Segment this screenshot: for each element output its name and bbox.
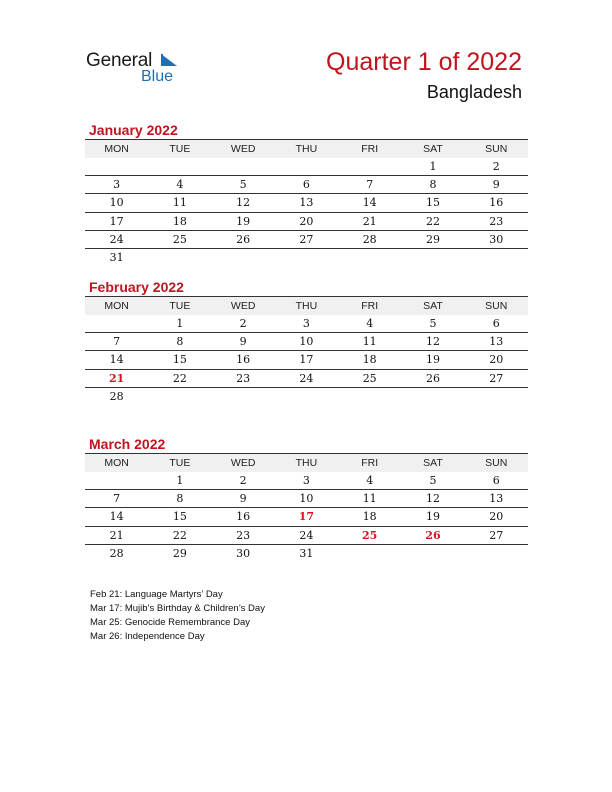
day-cell: 16 xyxy=(236,353,251,367)
day-cell: 20 xyxy=(299,214,314,228)
day-cell: 1 xyxy=(176,474,184,487)
day-cell: 1 xyxy=(176,317,184,330)
month-grid xyxy=(85,453,528,562)
weekday-label: WED xyxy=(230,300,256,312)
week-row xyxy=(85,527,528,545)
day-cell xyxy=(465,545,528,562)
day-cell: 18 xyxy=(362,510,377,524)
day-cell: 12 xyxy=(425,492,440,506)
week-row xyxy=(85,333,528,351)
day-cell: 30 xyxy=(489,232,504,246)
day-cell: 25 xyxy=(362,371,377,385)
day-cell: 2 xyxy=(492,160,500,173)
day-cell: 17 xyxy=(109,214,124,228)
weekday-header xyxy=(85,453,528,472)
day-cell: 29 xyxy=(172,546,187,560)
day-cell: 1 xyxy=(429,160,437,173)
month-title: March 2022 xyxy=(89,436,166,452)
day-cell: 25 xyxy=(172,232,187,246)
day-cell: 22 xyxy=(172,371,187,385)
day-cell: 3 xyxy=(302,474,310,487)
day-cell: 5 xyxy=(429,317,437,330)
day-cell: 9 xyxy=(492,178,500,192)
day-cell: 11 xyxy=(362,335,377,349)
week-row xyxy=(85,315,528,333)
day-cell: 2 xyxy=(239,317,247,330)
day-cell: 21 xyxy=(109,528,124,542)
day-cell: 10 xyxy=(299,492,314,506)
day-cell xyxy=(212,158,275,175)
day-cell: 5 xyxy=(239,178,247,192)
day-cell xyxy=(212,388,275,405)
day-cell: 10 xyxy=(109,196,124,210)
month-title: January 2022 xyxy=(89,122,178,138)
day-cell: 20 xyxy=(489,510,504,524)
day-cell: 5 xyxy=(429,474,437,487)
day-cell xyxy=(85,315,148,332)
weekday-label: SAT xyxy=(423,143,443,155)
day-cell: 19 xyxy=(236,214,251,228)
day-cell: 10 xyxy=(299,335,314,349)
month-block xyxy=(85,122,528,266)
day-cell xyxy=(465,388,528,405)
day-cell xyxy=(338,249,401,266)
day-cell xyxy=(148,249,211,266)
day-cell: 15 xyxy=(425,196,440,210)
day-cell: 22 xyxy=(425,214,440,228)
day-cell: 7 xyxy=(113,335,121,349)
weekday-label: SUN xyxy=(485,300,508,312)
day-cell: 24 xyxy=(299,371,314,385)
week-row xyxy=(85,508,528,526)
day-cell: 14 xyxy=(109,510,124,524)
day-cell: 27 xyxy=(299,232,314,246)
day-cell: 7 xyxy=(113,492,121,506)
day-cell: 2 xyxy=(239,474,247,487)
day-cell: 17 xyxy=(299,353,314,367)
day-cell: 7 xyxy=(366,178,374,192)
logo-blue-text: Blue xyxy=(141,68,174,85)
day-cell: 13 xyxy=(299,196,314,210)
week-row xyxy=(85,231,528,249)
day-cell: 18 xyxy=(172,214,187,228)
day-cell xyxy=(338,158,401,175)
weekday-label: FRI xyxy=(361,143,379,155)
holiday-note: Mar 17: Mujib’s Birthday & Children’s Day xyxy=(90,603,265,614)
day-cell: 15 xyxy=(172,353,187,367)
weekday-header xyxy=(85,139,528,158)
day-cell: 12 xyxy=(425,335,440,349)
weekday-label: TUE xyxy=(169,457,191,469)
week-row xyxy=(85,472,528,490)
day-cell: 6 xyxy=(492,474,500,487)
day-cell: 6 xyxy=(492,317,500,330)
month-grid xyxy=(85,139,528,266)
day-cell: 24 xyxy=(109,232,124,246)
day-cell: 23 xyxy=(236,371,251,385)
day-cell: 9 xyxy=(239,492,247,506)
month-block xyxy=(85,279,528,405)
day-cell: 19 xyxy=(425,353,440,367)
day-cell: 27 xyxy=(489,371,504,385)
day-cell: 31 xyxy=(109,250,124,264)
day-cell: 26 xyxy=(236,232,251,246)
day-cell: 31 xyxy=(299,546,314,560)
day-cell: 3 xyxy=(302,317,310,330)
day-cell: 8 xyxy=(429,178,437,192)
day-cell: 19 xyxy=(425,510,440,524)
day-cell: 8 xyxy=(176,335,184,349)
day-cell: 12 xyxy=(236,196,251,210)
day-cell: 20 xyxy=(489,353,504,367)
day-cell: 24 xyxy=(299,528,314,542)
holiday-note: Mar 25: Genocide Remembrance Day xyxy=(90,617,250,628)
week-row xyxy=(85,249,528,266)
weekday-label: FRI xyxy=(361,457,379,469)
day-cell xyxy=(85,472,148,489)
day-cell: 29 xyxy=(425,232,440,246)
logo-general-text: General xyxy=(86,50,153,71)
weekday-label: SAT xyxy=(423,457,443,469)
country-name: Bangladesh xyxy=(426,82,522,102)
month-block xyxy=(85,436,528,562)
day-cell: 13 xyxy=(489,492,504,506)
day-cell xyxy=(401,249,464,266)
weekday-label: THU xyxy=(295,143,318,155)
weekday-label: WED xyxy=(230,143,256,155)
day-cell: 28 xyxy=(109,546,124,560)
day-cell: 23 xyxy=(236,528,251,542)
weekday-label: SUN xyxy=(485,457,508,469)
day-cell xyxy=(338,388,401,405)
page-title: Quarter 1 of 2022 xyxy=(326,48,522,76)
weekday-label: MON xyxy=(104,300,129,312)
day-cell xyxy=(338,545,401,562)
weekday-label: THU xyxy=(295,300,318,312)
day-cell: 9 xyxy=(239,335,247,349)
weekday-label: TUE xyxy=(169,143,191,155)
week-row xyxy=(85,370,528,388)
day-cell: 11 xyxy=(362,492,377,506)
day-cell: 6 xyxy=(302,178,310,192)
generalblue-logo xyxy=(86,50,186,90)
day-cell: 14 xyxy=(109,353,124,367)
day-cell: 21 xyxy=(362,214,377,228)
holiday-note: Mar 26: Independence Day xyxy=(90,631,205,642)
day-cell xyxy=(401,545,464,562)
holiday-notes xyxy=(90,588,265,644)
weekday-label: SAT xyxy=(423,300,443,312)
holiday-day-cell: 21 xyxy=(108,371,125,385)
weekday-label: FRI xyxy=(361,300,379,312)
day-cell xyxy=(85,158,148,175)
day-cell: 3 xyxy=(113,178,121,192)
day-cell: 13 xyxy=(489,335,504,349)
day-cell: 11 xyxy=(172,196,187,210)
day-cell xyxy=(148,158,211,175)
day-cell: 8 xyxy=(176,492,184,506)
week-row xyxy=(85,213,528,231)
holiday-day-cell: 25 xyxy=(362,528,378,542)
day-cell: 28 xyxy=(362,232,377,246)
week-row xyxy=(85,176,528,194)
weekday-label: THU xyxy=(295,457,318,469)
day-cell xyxy=(465,249,528,266)
day-cell: 4 xyxy=(176,178,184,192)
day-cell: 30 xyxy=(236,546,251,560)
day-cell: 14 xyxy=(362,196,377,210)
weekday-label: MON xyxy=(104,457,129,469)
day-cell: 15 xyxy=(172,510,187,524)
holiday-day-cell: 26 xyxy=(425,528,441,542)
day-cell xyxy=(275,158,338,175)
day-cell xyxy=(275,388,338,405)
day-cell xyxy=(212,249,275,266)
week-row xyxy=(85,158,528,176)
day-cell: 26 xyxy=(425,371,440,385)
day-cell: 22 xyxy=(172,528,187,542)
day-cell: 28 xyxy=(109,389,124,403)
week-row xyxy=(85,490,528,508)
week-row xyxy=(85,194,528,212)
weekday-label: TUE xyxy=(169,300,191,312)
day-cell xyxy=(148,388,211,405)
week-row xyxy=(85,388,528,405)
day-cell: 16 xyxy=(489,196,504,210)
day-cell: 18 xyxy=(362,353,377,367)
weekday-label: SUN xyxy=(485,143,508,155)
weekday-label: MON xyxy=(104,143,129,155)
day-cell: 27 xyxy=(489,528,504,542)
day-cell: 4 xyxy=(366,317,374,330)
week-row xyxy=(85,545,528,562)
day-cell: 4 xyxy=(366,474,374,487)
weekday-label: WED xyxy=(230,457,256,469)
holiday-day-cell: 17 xyxy=(298,510,315,524)
week-row xyxy=(85,351,528,369)
day-cell xyxy=(275,249,338,266)
weekday-header xyxy=(85,296,528,315)
month-title: February 2022 xyxy=(89,279,184,295)
month-grid xyxy=(85,296,528,405)
day-cell: 23 xyxy=(489,214,504,228)
holiday-note: Feb 21: Language Martyrs’ Day xyxy=(90,589,223,600)
day-cell: 16 xyxy=(236,510,251,524)
day-cell xyxy=(401,388,464,405)
